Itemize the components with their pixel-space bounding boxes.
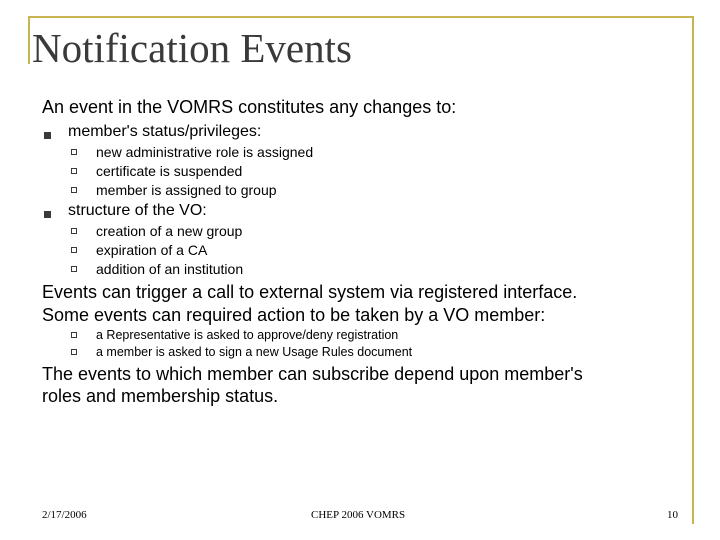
frame-left-rule [28, 16, 30, 64]
list-item: a Representative is asked to approve/deny registration [96, 328, 399, 342]
group-label-status: member's status/privileges: [68, 123, 262, 140]
hollow-square-bullet-icon [71, 247, 77, 253]
list-item: expiration of a CA [96, 242, 208, 258]
hollow-square-bullet-icon [71, 349, 77, 355]
list-item: member is assigned to group [96, 182, 277, 198]
hollow-square-bullet-icon [71, 332, 77, 338]
intro-text: An event in the VOMRS constitutes any changes to: [42, 97, 457, 117]
hollow-square-bullet-icon [71, 266, 77, 272]
hollow-square-bullet-icon [71, 168, 77, 174]
square-bullet-icon [44, 211, 51, 218]
list-item: creation of a new group [96, 223, 243, 239]
events-action-text: Some events can required action to be taken by a VO member: [42, 305, 546, 325]
frame-right-rule [692, 16, 694, 524]
list-item: new administrative role is assigned [96, 144, 314, 160]
slide-title: Notification Events [32, 25, 352, 71]
hollow-square-bullet-icon [71, 228, 77, 234]
list-item: addition of an institution [96, 261, 244, 277]
subscribe-text-line2: roles and membership status. [42, 386, 279, 406]
frame-top-rule [28, 16, 694, 18]
list-item: certificate is suspended [96, 163, 243, 179]
footer-title: CHEP 2006 VOMRS [311, 509, 406, 521]
footer-date: 2/17/2006 [42, 509, 87, 521]
footer-page-number: 10 [667, 509, 678, 521]
hollow-square-bullet-icon [71, 149, 77, 155]
group-label-structure: structure of the VO: [68, 202, 207, 219]
subscribe-text-line1: The events to which member can subscribe depend upon member's [42, 364, 583, 384]
events-trigger-text: Events can trigger a call to external system via registered interface. [42, 282, 578, 302]
square-bullet-icon [44, 132, 51, 139]
list-item: a member is asked to sign a new Usage Rules document [96, 345, 413, 359]
hollow-square-bullet-icon [71, 187, 77, 193]
